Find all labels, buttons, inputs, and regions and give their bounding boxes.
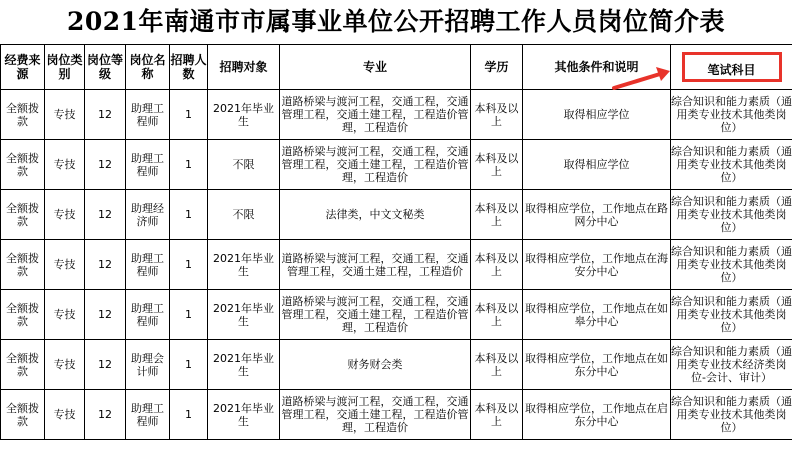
cell-category: 专技 [45, 340, 85, 390]
cell-position: 助理工程师 [126, 140, 170, 190]
header-level: 岗位等级 [85, 45, 126, 90]
cell-category: 专技 [45, 240, 85, 290]
cell-count: 1 [170, 190, 208, 240]
table-row [1, 90, 792, 140]
cell-category: 专技 [45, 140, 85, 190]
cell-position: 助理工程师 [126, 240, 170, 290]
cell-major: 道路桥梁与渡河工程，交通工程，交通管理工程，交通土建工程，工程造价管理，工程造价 [280, 140, 471, 190]
cell-other: 取得相应学位 [523, 140, 671, 190]
cell-target: 2021年毕业生 [208, 290, 280, 340]
table-header-row [1, 45, 792, 90]
cell-category: 专技 [45, 190, 85, 240]
cell-position: 助理会计师 [126, 340, 170, 390]
cell-target: 2021年毕业生 [208, 390, 280, 440]
header-education: 学历 [471, 45, 523, 90]
cell-level: 12 [85, 390, 126, 440]
cell-education: 本科及以上 [471, 290, 523, 340]
cell-other: 取得相应学位，工作地点在如东分中心 [523, 340, 671, 390]
cell-other: 取得相应学位，工作地点在启东分中心 [523, 390, 671, 440]
cell-position: 助理工程师 [126, 90, 170, 140]
cell-subject: 综合知识和能力素质（通用类专业技术其他类岗位） [671, 290, 792, 340]
cell-category: 专技 [45, 90, 85, 140]
cell-count: 1 [170, 340, 208, 390]
cell-subject: 综合知识和能力素质（通用类专业技术其他类岗位） [671, 90, 792, 140]
cell-education: 本科及以上 [471, 240, 523, 290]
cell-education: 本科及以上 [471, 340, 523, 390]
cell-other: 取得相应学位 [523, 90, 671, 140]
header-category: 岗位类别 [45, 45, 85, 90]
cell-count: 1 [170, 240, 208, 290]
cell-subject: 综合知识和能力素质（通用类专业技术其他类岗位） [671, 190, 792, 240]
table-row [1, 190, 792, 240]
cell-funding: 全额拨款 [1, 90, 45, 140]
cell-funding: 全额拨款 [1, 290, 45, 340]
cell-position: 助理工程师 [126, 290, 170, 340]
cell-major: 道路桥梁与渡河工程，交通工程，交通管理工程，交通土建工程，工程造价管理，工程造价 [280, 90, 471, 140]
cell-level: 12 [85, 190, 126, 240]
cell-level: 12 [85, 240, 126, 290]
page-title: 2021年南通市市属事业单位公开招聘工作人员岗位简介表 [66, 7, 726, 36]
table-row [1, 240, 792, 290]
table-row [1, 140, 792, 190]
header-written-subjects [671, 45, 792, 90]
cell-major: 道路桥梁与渡河工程，交通工程，交通管理工程，交通土建工程，工程造价管理，工程造价 [280, 390, 471, 440]
cell-education: 本科及以上 [471, 390, 523, 440]
cell-count: 1 [170, 90, 208, 140]
cell-other: 取得相应学位，工作地点在路网分中心 [523, 190, 671, 240]
cell-subject: 综合知识和能力素质（通用类专业技术其他类岗位） [671, 240, 792, 290]
cell-education: 本科及以上 [471, 190, 523, 240]
cell-level: 12 [85, 140, 126, 190]
cell-target: 2021年毕业生 [208, 340, 280, 390]
cell-target: 不限 [208, 140, 280, 190]
cell-funding: 全额拨款 [1, 140, 45, 190]
header-major: 专业 [280, 45, 471, 90]
table-row [1, 340, 792, 390]
cell-target: 2021年毕业生 [208, 90, 280, 140]
table-row [1, 390, 792, 440]
cell-category: 专技 [45, 390, 85, 440]
cell-subject: 综合知识和能力素质（通用类专业技术经济类岗位-会计、审计） [671, 340, 792, 390]
cell-major: 财务财会类 [280, 340, 471, 390]
cell-target: 不限 [208, 190, 280, 240]
cell-other: 取得相应学位，工作地点在海安分中心 [523, 240, 671, 290]
cell-level: 12 [85, 90, 126, 140]
positions-table [0, 44, 792, 440]
cell-major: 法律类，中文文秘类 [280, 190, 471, 240]
cell-count: 1 [170, 140, 208, 190]
cell-count: 1 [170, 290, 208, 340]
cell-subject: 综合知识和能力素质（通用类专业技术其他类岗位） [671, 390, 792, 440]
header-position-name: 岗位名称 [126, 45, 170, 90]
written-subjects-highlight-box: 笔试科目 [682, 52, 782, 82]
header-funding-source: 经费来源 [1, 45, 45, 90]
cell-position: 助理经济师 [126, 190, 170, 240]
cell-funding: 全额拨款 [1, 190, 45, 240]
cell-subject: 综合知识和能力素质（通用类专业技术其他类岗位） [671, 140, 792, 190]
cell-level: 12 [85, 290, 126, 340]
table-row [1, 290, 792, 340]
cell-education: 本科及以上 [471, 140, 523, 190]
cell-funding: 全额拨款 [1, 390, 45, 440]
cell-target: 2021年毕业生 [208, 240, 280, 290]
cell-level: 12 [85, 340, 126, 390]
cell-category: 专技 [45, 290, 85, 340]
header-headcount: 招聘人数 [170, 45, 208, 90]
cell-education: 本科及以上 [471, 90, 523, 140]
cell-funding: 全额拨款 [1, 340, 45, 390]
cell-major: 道路桥梁与渡河工程，交通工程，交通管理工程，交通土建工程，工程造价 [280, 240, 471, 290]
cell-funding: 全额拨款 [1, 240, 45, 290]
cell-other: 取得相应学位，工作地点在如皋分中心 [523, 290, 671, 340]
cell-count: 1 [170, 390, 208, 440]
cell-major: 道路桥梁与渡河工程，交通工程，交通管理工程，交通土建工程，工程造价管理，工程造价 [280, 290, 471, 340]
header-other-conditions: 其他条件和说明 [523, 45, 671, 90]
header-target: 招聘对象 [208, 45, 280, 90]
cell-position: 助理工程师 [126, 390, 170, 440]
